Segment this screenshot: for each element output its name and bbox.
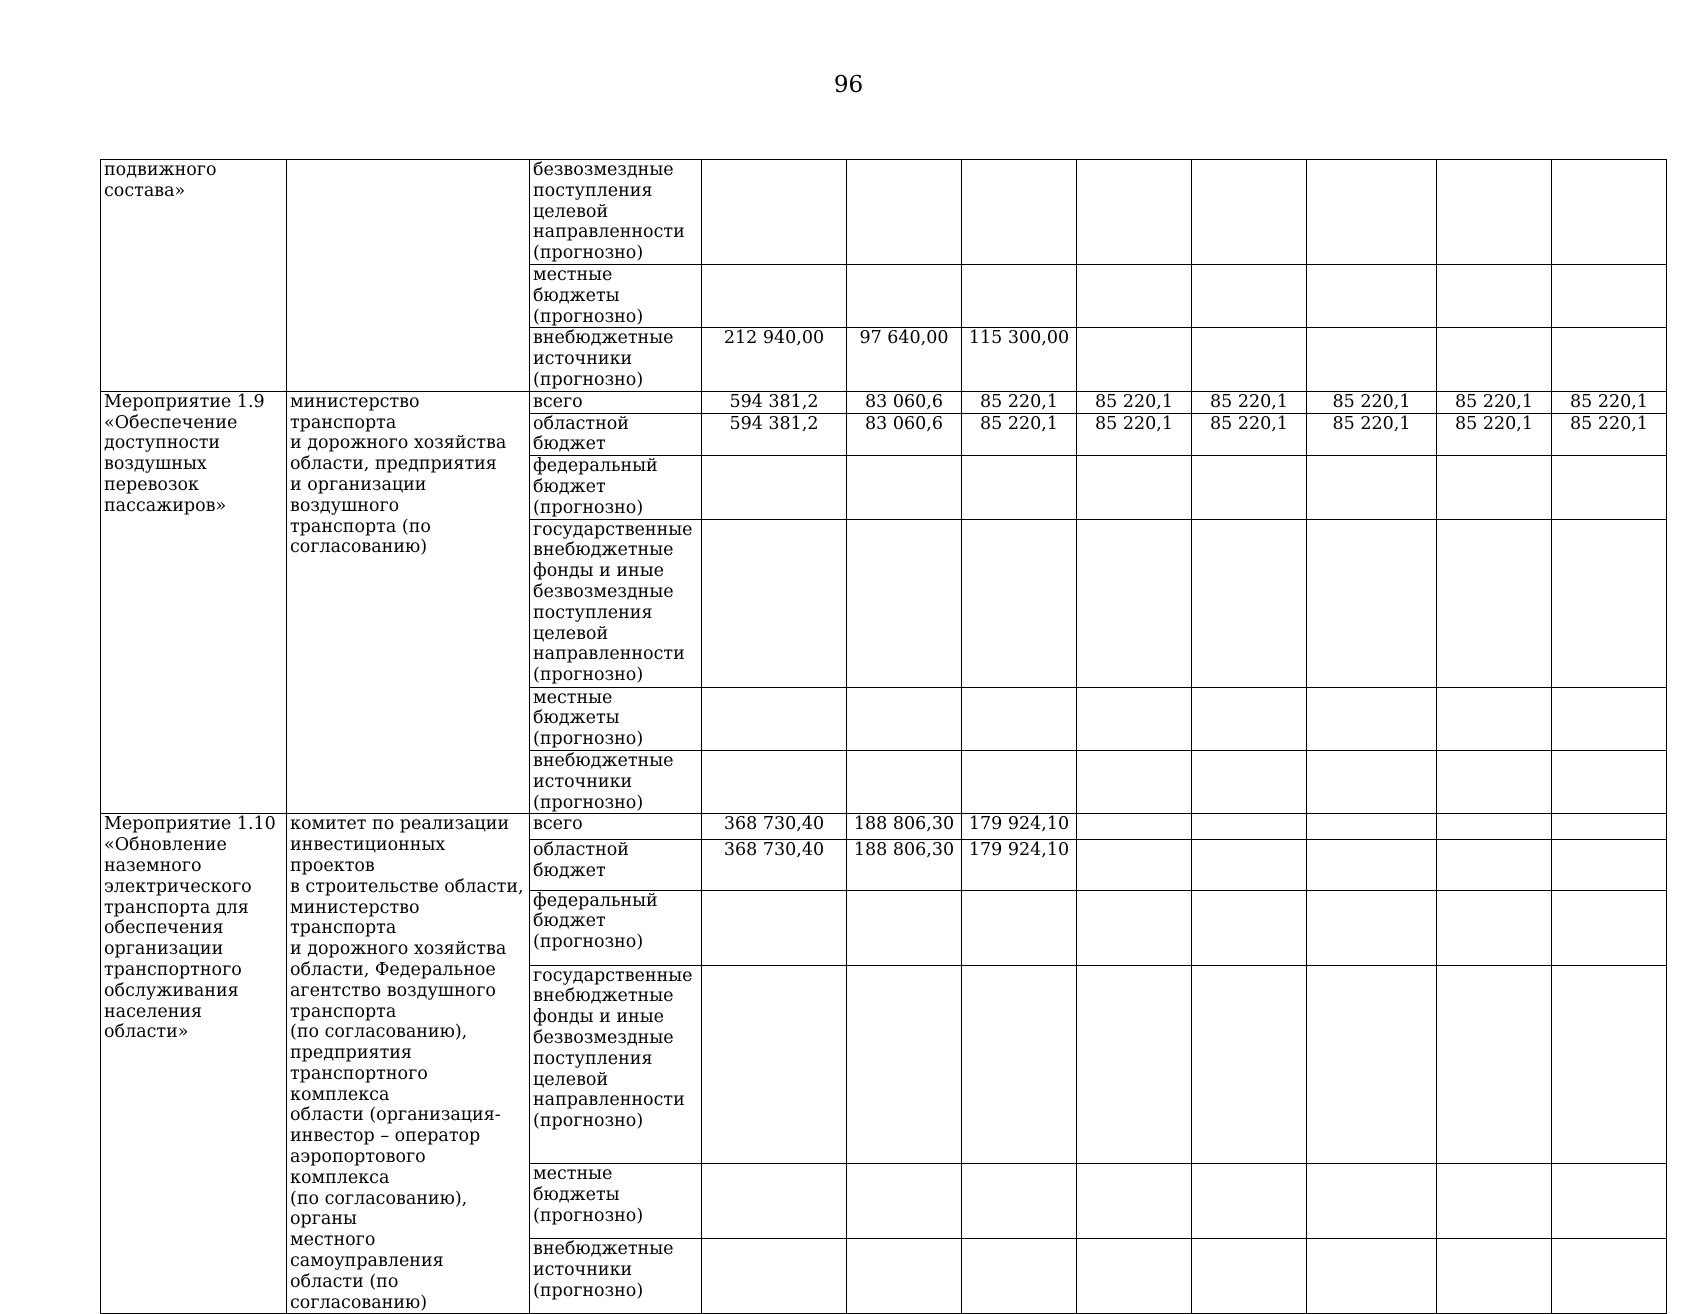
amount-cell bbox=[1307, 1164, 1437, 1239]
funding-source-cell: местные бюджеты (прогнозно) bbox=[530, 264, 702, 327]
amount-cell: 115 300,00 bbox=[962, 328, 1077, 391]
funding-source-cell: внебюджетные источники (прогнозно) bbox=[530, 328, 702, 391]
amount-cell: 594 381,2 bbox=[702, 413, 847, 456]
amount-cell: 85 220,1 bbox=[962, 413, 1077, 456]
amount-cell: 594 381,2 bbox=[702, 391, 847, 413]
amount-cell bbox=[1077, 328, 1192, 391]
amount-cell bbox=[1307, 965, 1437, 1164]
amount-cell bbox=[1192, 1239, 1307, 1314]
amount-cell: 85 220,1 bbox=[1192, 391, 1307, 413]
amount-cell bbox=[962, 1239, 1077, 1314]
amount-cell: 97 640,00 bbox=[847, 328, 962, 391]
event-name-cell: подвижного состава» bbox=[101, 160, 287, 392]
amount-cell bbox=[1192, 456, 1307, 519]
amount-cell: 212 940,00 bbox=[702, 328, 847, 391]
amount-cell bbox=[962, 687, 1077, 750]
amount-cell bbox=[847, 750, 962, 813]
funding-source-cell: местные бюджеты (прогнозно) bbox=[530, 1164, 702, 1239]
amount-cell bbox=[1192, 328, 1307, 391]
amount-cell bbox=[1192, 160, 1307, 265]
amount-cell: 85 220,1 bbox=[1077, 413, 1192, 456]
event-name-cell: Мероприятие 1.9 «Обеспечение доступности воздушных перевозок пассажиров» bbox=[101, 391, 287, 814]
amount-cell bbox=[847, 687, 962, 750]
amount-cell bbox=[1552, 965, 1667, 1164]
amount-cell bbox=[1192, 890, 1307, 965]
amount-cell bbox=[1552, 519, 1667, 687]
amount-cell bbox=[962, 456, 1077, 519]
amount-cell: 85 220,1 bbox=[1552, 413, 1667, 456]
executor-cell bbox=[287, 160, 530, 392]
amount-cell bbox=[1552, 687, 1667, 750]
amount-cell bbox=[1307, 1239, 1437, 1314]
amount-cell bbox=[962, 1164, 1077, 1239]
amount-cell bbox=[962, 965, 1077, 1164]
amount-cell bbox=[1077, 890, 1192, 965]
table-row bbox=[101, 391, 1667, 413]
table-row bbox=[101, 814, 1667, 840]
amount-cell bbox=[1307, 456, 1437, 519]
funding-source-cell: федеральный бюджет (прогнозно) bbox=[530, 890, 702, 965]
amount-cell bbox=[847, 890, 962, 965]
funding-source-cell: внебюджетные источники (прогнозно) bbox=[530, 1239, 702, 1314]
amount-cell bbox=[702, 1239, 847, 1314]
funding-source-cell: местные бюджеты (прогнозно) bbox=[530, 687, 702, 750]
funding-source-cell: областной бюджет bbox=[530, 413, 702, 456]
amount-cell bbox=[1552, 1164, 1667, 1239]
amount-cell bbox=[1552, 456, 1667, 519]
amount-cell bbox=[702, 1164, 847, 1239]
amount-cell bbox=[1192, 840, 1307, 890]
amount-cell bbox=[1552, 840, 1667, 890]
amount-cell bbox=[1307, 519, 1437, 687]
amount-cell bbox=[702, 965, 847, 1164]
amount-cell bbox=[702, 519, 847, 687]
amount-cell bbox=[1192, 965, 1307, 1164]
amount-cell: 368 730,40 bbox=[702, 814, 847, 840]
amount-cell bbox=[702, 264, 847, 327]
amount-cell bbox=[1307, 264, 1437, 327]
amount-cell: 85 220,1 bbox=[1192, 413, 1307, 456]
amount-cell bbox=[1192, 750, 1307, 813]
event-name-cell: Мероприятие 1.10 «Обновление наземного электрического транспорта для обеспечения организации транспортного обслуживания населения области» bbox=[101, 814, 287, 1314]
funding-source-cell: безвозмездные поступления целевой направленности (прогнозно) bbox=[530, 160, 702, 265]
amount-cell bbox=[1437, 160, 1552, 265]
amount-cell: 368 730,40 bbox=[702, 840, 847, 890]
amount-cell bbox=[1437, 840, 1552, 890]
amount-cell bbox=[962, 519, 1077, 687]
funding-source-cell: всего bbox=[530, 814, 702, 840]
amount-cell bbox=[1437, 965, 1552, 1164]
amount-cell bbox=[702, 160, 847, 265]
amount-cell bbox=[1437, 1164, 1552, 1239]
amount-cell bbox=[1552, 750, 1667, 813]
funding-source-cell: федеральный бюджет (прогнозно) bbox=[530, 456, 702, 519]
amount-cell bbox=[1437, 750, 1552, 813]
amount-cell: 188 806,30 bbox=[847, 814, 962, 840]
amount-cell bbox=[702, 687, 847, 750]
amount-cell bbox=[702, 890, 847, 965]
amount-cell bbox=[702, 750, 847, 813]
amount-cell bbox=[1192, 264, 1307, 327]
amount-cell: 85 220,1 bbox=[1437, 391, 1552, 413]
amount-cell: 85 220,1 bbox=[1437, 413, 1552, 456]
amount-cell bbox=[1437, 456, 1552, 519]
amount-cell bbox=[1307, 890, 1437, 965]
amount-cell: 85 220,1 bbox=[1307, 413, 1437, 456]
amount-cell bbox=[1437, 890, 1552, 965]
amount-cell: 179 924,10 bbox=[962, 814, 1077, 840]
funding-source-cell: государственные внебюджетные фонды и иные безвозмездные поступления целевой направленности (прогнозно) bbox=[530, 519, 702, 687]
amount-cell bbox=[1077, 160, 1192, 265]
amount-cell bbox=[1307, 160, 1437, 265]
amount-cell bbox=[702, 456, 847, 519]
amount-cell bbox=[1552, 814, 1667, 840]
amount-cell bbox=[1307, 750, 1437, 813]
amount-cell: 85 220,1 bbox=[962, 391, 1077, 413]
amount-cell bbox=[1437, 814, 1552, 840]
table-row bbox=[101, 160, 1667, 265]
amount-cell bbox=[1192, 519, 1307, 687]
amount-cell bbox=[1552, 1239, 1667, 1314]
amount-cell bbox=[962, 264, 1077, 327]
amount-cell bbox=[1437, 328, 1552, 391]
amount-cell: 188 806,30 bbox=[847, 840, 962, 890]
amount-cell bbox=[1077, 1164, 1192, 1239]
amount-cell bbox=[962, 750, 1077, 813]
amount-cell: 179 924,10 bbox=[962, 840, 1077, 890]
amount-cell bbox=[1192, 1164, 1307, 1239]
amount-cell bbox=[1077, 814, 1192, 840]
amount-cell bbox=[1437, 519, 1552, 687]
executor-cell: комитет по реализации инвестиционных проектов в строительстве области, министерство транспорта и дорожного хозяйства области, Федеральное агентство воздушного транспорта (по согласованию), предприятия транспортного комплекса области (организация- инвестор – оператор аэропортового комплекса (по согласованию), органы местного самоуправления области (по согласованию) bbox=[287, 814, 530, 1314]
amount-cell bbox=[1437, 264, 1552, 327]
amount-cell bbox=[1307, 687, 1437, 750]
amount-cell bbox=[1307, 328, 1437, 391]
amount-cell bbox=[1077, 750, 1192, 813]
amount-cell: 85 220,1 bbox=[1077, 391, 1192, 413]
amount-cell bbox=[1077, 1239, 1192, 1314]
amount-cell bbox=[962, 160, 1077, 265]
amount-cell bbox=[1437, 1239, 1552, 1314]
amount-cell bbox=[847, 1239, 962, 1314]
amount-cell bbox=[847, 519, 962, 687]
page-number: 96 bbox=[833, 72, 864, 98]
amount-cell bbox=[1307, 840, 1437, 890]
amount-cell bbox=[962, 890, 1077, 965]
funding-source-cell: государственные внебюджетные фонды и иные безвозмездные поступления целевой направленности (прогнозно) bbox=[530, 965, 702, 1164]
amount-cell: 83 060,6 bbox=[847, 413, 962, 456]
executor-cell: министерство транспорта и дорожного хозяйства области, предприятия и организации воздушного транспорта (по согласованию) bbox=[287, 391, 530, 814]
funding-source-cell: всего bbox=[530, 391, 702, 413]
amount-cell bbox=[847, 1164, 962, 1239]
amount-cell bbox=[1077, 264, 1192, 327]
amount-cell bbox=[1077, 840, 1192, 890]
amount-cell bbox=[1437, 687, 1552, 750]
amount-cell bbox=[1552, 264, 1667, 327]
budget-table bbox=[100, 159, 1667, 1314]
amount-cell: 83 060,6 bbox=[847, 391, 962, 413]
amount-cell bbox=[1077, 456, 1192, 519]
amount-cell bbox=[847, 264, 962, 327]
funding-source-cell: внебюджетные источники (прогнозно) bbox=[530, 750, 702, 813]
amount-cell bbox=[1307, 814, 1437, 840]
amount-cell: 85 220,1 bbox=[1552, 391, 1667, 413]
amount-cell bbox=[1552, 328, 1667, 391]
amount-cell: 85 220,1 bbox=[1307, 391, 1437, 413]
amount-cell bbox=[847, 160, 962, 265]
funding-source-cell: областной бюджет bbox=[530, 840, 702, 890]
amount-cell bbox=[847, 456, 962, 519]
amount-cell bbox=[1552, 160, 1667, 265]
amount-cell bbox=[1077, 965, 1192, 1164]
amount-cell bbox=[1192, 687, 1307, 750]
amount-cell bbox=[1077, 687, 1192, 750]
amount-cell bbox=[847, 965, 962, 1164]
amount-cell bbox=[1192, 814, 1307, 840]
amount-cell bbox=[1077, 519, 1192, 687]
amount-cell bbox=[1552, 890, 1667, 965]
